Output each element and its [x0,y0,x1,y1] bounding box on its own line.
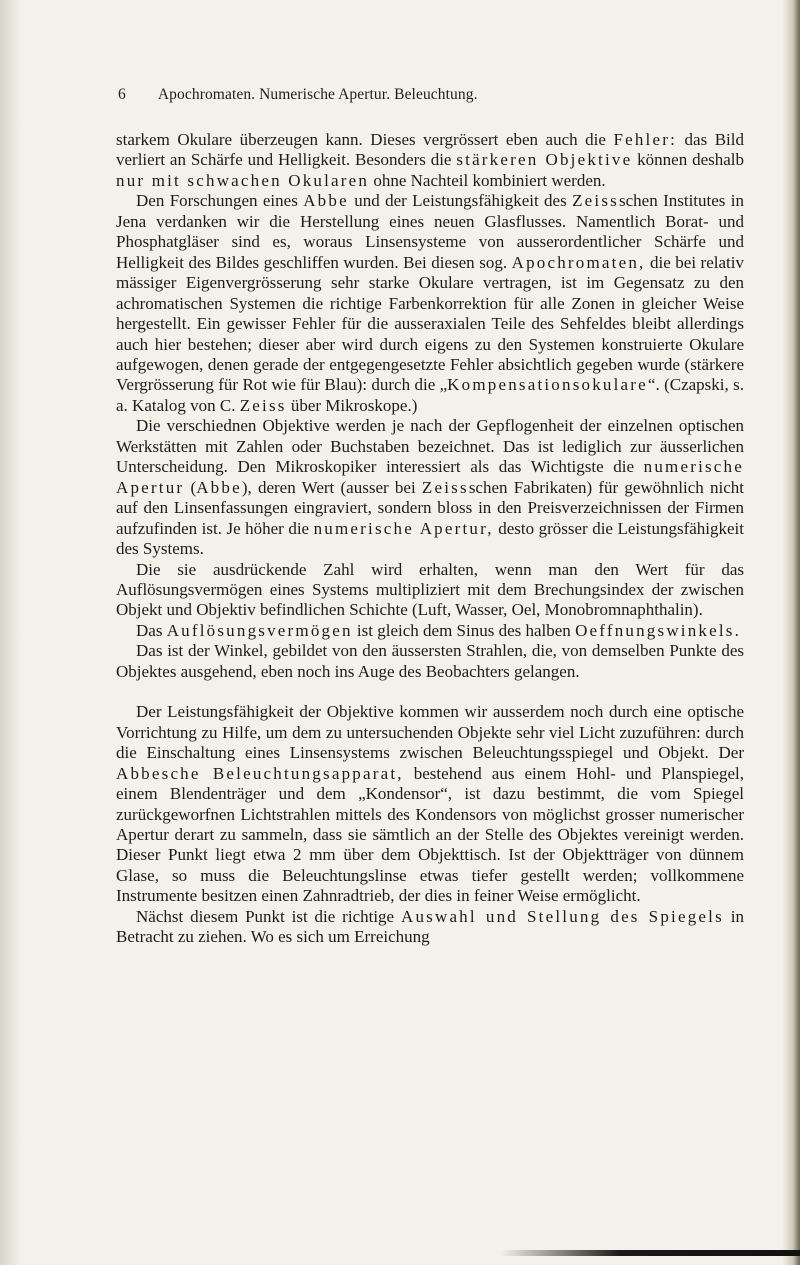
page-header [118,86,738,104]
running-head: Apochromaten. Numerische Apertur. Beleuchtung. [157,86,478,103]
text-run: können deshalb [632,150,745,170]
emphasis-run: numerische Apertur, [313,518,494,538]
text-run: Den Forschungen eines [136,191,304,211]
text-run: starkem Okulare überzeugen kann. Dieses vergrössert eben auch die [116,130,614,149]
paragraph-3 [116,416,744,559]
paragraph-8 [116,907,744,948]
text-run: und der Leistungsfähigkeit des [348,191,573,211]
paragraph-5 [116,621,744,641]
emphasis-run: Abbe [303,191,349,211]
text-run: Die verschiednen Objektive werden je nach der Gepflogenheit der einzelnen optischen Werkstätten mit Zahlen oder Buchstaben bezeichnet. Das ist lediglich zur äusserlichen Unterscheidung. Den Mikroskopiker interessiert als das Wichtigste die [116,416,744,477]
text-run: das Bild verliert an Schärfe und Helligkeit. Besonders die [116,130,744,170]
text-run: Die sie ausdrückende Zahl wird erhalten, wenn man den Wert für das Auflösungsvermögen eines Systems multipliziert mit dem Brechungsindex der zwischen Objekt und Objektiv befindlichen Schichte (Luft, Wasser, Oel, Monobromnaphthalin). [116,559,744,620]
text-run: über Mikroskope.) [286,395,418,415]
text-run: “. (Czapski, s. a. Katalog von C. [116,375,744,415]
text-run: desto grösser die Leistungsfähigkeit des Systems. [116,518,744,559]
text-run: schen Fabrikaten) für gewöhnlich nicht auf den Linsenfassungen eingraviert, sondern bloss in den Preisverzeichnissen der Firmen aufzufinden ist. Je höher die [116,477,744,538]
page-edge-right [782,0,800,1265]
text-run: die bei relativ mässiger Eigenvergrösserung sehr starke Okulare vertragen, ist im Gegensatz zu den achromatischen Systemen die richtige Farbenkorrektion für alle Zonen in gleicher Weise hergestellt. Ein gewisser Fehler für die ausseraxialen Teile des Sehfeldes bleibt allerdings auch hier bestehen; dieser aber wird durch eigens zu den Systemen konstruierte Okulare aufgewogen, denen gerade der entgegengesetzte Fehler absichtlich gegeben wurde (stärkere Vergrösserung für Rot wie für Blau): durch die „ [116,252,744,395]
emphasis-run: Zeiss [572,191,619,211]
page-number: 6 [118,86,126,103]
body-text [116,130,744,948]
emphasis-run: stärkeren Objektive [456,150,633,170]
emphasis-run: Kompensationsokulare [447,375,648,395]
page-edge-left [0,0,22,1265]
text-run: schen Institutes in Jena verdanken wir die Herstellung eines neuen Glasflusses. Namentlich Borat- und Phosphatgläser sind es, woraus Linsensysteme von ausserordentlicher Schärfe und Helligkeit des Bildes geschliffen wurden. Bei diesen sog. [116,191,744,272]
emphasis-run: nur mit schwachen Okularen [116,170,370,190]
emphasis-run: Abbe [196,477,242,497]
text-run: Das [136,620,167,640]
text-run: Der Leistungsfähigkeit der Objektive kommen wir ausserdem noch durch eine optische Vorrichtung zu Hilfe, um dem zu untersuchenden Objekte sehr viel Licht zuzuführen: durch die Einschaltung eines Linsensystems zwischen Beleuchtungsspiegel und Objekt. Der [116,702,744,763]
text-run: bestehend aus einem Hohl- und Planspiegel, einem Blendenträger und dem „Kondensor“, ist dazu bestimmt, die vom Spiegel zurückgeworfnen Lichtstrahlen mittels des Kondensors von möglichst grosser numerischer Apertur derart zu sammeln, dass sie sämtlich an der Stelle des Objektes vereinigt werden. Dieser Punkt liegt etwa 2 mm über dem Objekttisch. Ist der Objektträger von dünnem Glase, so muss die Beleuchtungslinse etwas tiefer gestellt werden; vollkommene Instrumente besitzen einen Zahnradtrieb, der dies in feiner Weise ermöglicht. [116,763,744,906]
emphasis-run: Auswahl und Stellung des Spiegels [400,906,724,926]
emphasis-run: Auflösungsvermögen [166,620,353,640]
text-run: Nächst diesem Punkt ist die richtige [136,906,401,926]
emphasis-run: numerische Apertur [116,457,744,497]
paragraph-7 [116,702,744,907]
emphasis-run: Abbesche Beleuchtungsapparat, [116,763,404,783]
emphasis-run: Apochromaten, [511,252,646,272]
text-run: ohne Nachteil kombiniert werden. [369,170,606,190]
text-run: ( [184,477,197,497]
paragraph-4 [116,560,744,621]
text-run: ist gleich dem Sinus des halben [352,620,576,640]
emphasis-run: Oeffnungswinkels. [575,620,742,640]
paragraph-1 [116,130,744,191]
paragraph-6 [116,641,744,682]
text-run: Das ist der Winkel, gebildet von den äussersten Strahlen, die, von demselben Punkte des Objektes ausgehend, eben noch ins Auge des Beobachters gelangen. [116,641,744,681]
text-run: in Betracht zu ziehen. Wo es sich um Erreichung [116,906,744,947]
text-run: ), deren Wert (ausser bei [241,477,422,497]
page-bottom-shadow [500,1250,800,1256]
emphasis-run: Zeiss [239,395,287,415]
paragraph-2 [116,191,744,416]
emphasis-run: Fehler: [613,130,677,149]
emphasis-run: Zeiss [421,477,469,497]
